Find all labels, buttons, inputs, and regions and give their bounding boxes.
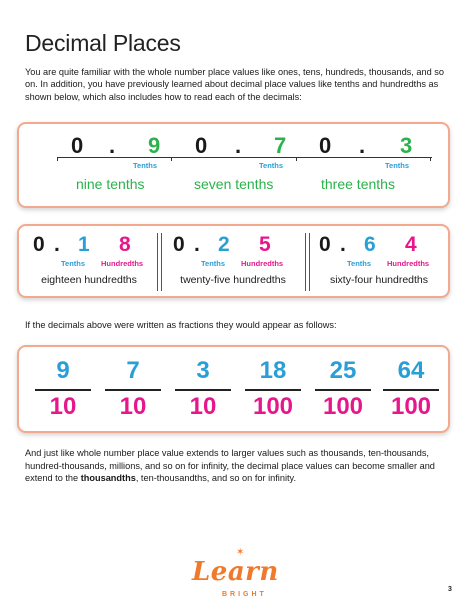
fraction xyxy=(383,357,439,421)
reading-text: nine tenths xyxy=(76,176,145,192)
fraction xyxy=(35,357,91,421)
logo-subtitle: BRIGHT xyxy=(222,591,267,598)
learn-bright-logo xyxy=(192,547,287,603)
fraction xyxy=(315,357,371,421)
decimal-point: . xyxy=(359,133,366,158)
numerator: 7 xyxy=(126,357,140,384)
fractions-box xyxy=(17,345,450,433)
fraction-bar xyxy=(245,389,301,391)
reading-text: seven tenths xyxy=(194,176,274,192)
tick xyxy=(296,157,297,161)
tenths-example-box xyxy=(17,122,450,208)
reading-text: sixty-four hundredths xyxy=(329,274,429,286)
digit: 0 xyxy=(71,133,84,158)
hundredths-label: Hundredths xyxy=(101,259,144,268)
hundredths-label: Hundredths xyxy=(387,259,430,268)
divider xyxy=(157,233,158,291)
tenths-label: Tenths xyxy=(347,259,372,268)
numerator: 25 xyxy=(329,357,357,384)
tenths-label: Tenths xyxy=(201,259,226,268)
tenths-label: Tenths xyxy=(61,259,86,268)
tenths-digit: 1 xyxy=(78,233,90,256)
logo-word: Learn xyxy=(192,557,279,587)
reading-text: three tenths xyxy=(321,176,395,192)
decimal-point: . xyxy=(340,233,346,256)
fraction xyxy=(245,357,301,421)
tick xyxy=(430,157,431,161)
denominator: 10 xyxy=(49,393,77,420)
outro-text: , ten-thousandths, and so on for infinity. xyxy=(135,473,297,484)
digit: 0 xyxy=(173,233,185,256)
tenths-label: Tenths xyxy=(133,161,158,170)
numerator: 18 xyxy=(259,357,287,384)
fraction-bar xyxy=(383,389,439,391)
tenths-digit: 6 xyxy=(364,233,376,256)
hundredths-label: Hundredths xyxy=(241,259,284,268)
digit: 3 xyxy=(400,133,413,158)
hundredths-digit: 5 xyxy=(259,233,271,256)
numerator: 64 xyxy=(397,357,425,384)
hundredths-digit: 4 xyxy=(405,233,417,256)
page-number: 3 xyxy=(448,586,452,593)
denominator: 100 xyxy=(322,393,364,420)
outro-text: And just like whole number place value extends to larger values such as thousands, ten-thousands, hundred-thousands, millions, and so on for infinity, the decimal place values can become smaller and extend to the xyxy=(25,448,435,484)
digit: 0 xyxy=(33,233,45,256)
decimal-point: . xyxy=(235,133,242,158)
tenths-digits xyxy=(71,133,421,159)
divider xyxy=(161,233,162,291)
digit: 0 xyxy=(319,233,331,256)
reading-text: twenty-five hundredths xyxy=(180,274,286,286)
fraction-bar xyxy=(175,389,231,391)
fraction-bar xyxy=(315,389,371,391)
tenths-label: Tenths xyxy=(385,161,410,170)
denominator: 10 xyxy=(189,393,217,420)
outro-bold-term: thousandths xyxy=(80,473,136,484)
decimal-point: . xyxy=(54,233,60,256)
denominator: 10 xyxy=(119,393,147,420)
outro-paragraph xyxy=(25,447,451,485)
decimal-point: . xyxy=(109,133,116,158)
fractions-intro: If the decimals above were written as fractions they would appear as follows: xyxy=(25,320,337,330)
denominator: 100 xyxy=(390,393,432,420)
tick xyxy=(171,157,172,161)
hundredths-example-box xyxy=(17,224,450,298)
digit: 0 xyxy=(195,133,208,158)
decimal-point: . xyxy=(194,233,200,256)
tenths-digit: 2 xyxy=(218,233,230,256)
tenths-label: Tenths xyxy=(259,161,284,170)
reading-text: eighteen hundredths xyxy=(41,274,137,286)
numerator: 9 xyxy=(56,357,70,384)
fraction-bar xyxy=(105,389,161,391)
fraction xyxy=(175,357,231,421)
denominator: 100 xyxy=(252,393,294,420)
hundredths-digit: 8 xyxy=(119,233,131,256)
intro-paragraph: You are quite familiar with the whole number place values like ones, tens, hundreds, thousands, and so on. In addition, you have previously learned about decimal place values like tenths and hundredths as shown below, which also includes how to read each of the decimals: xyxy=(25,67,444,102)
spark-icon: ✶ xyxy=(236,547,245,558)
fraction xyxy=(105,357,161,421)
fraction-bar xyxy=(35,389,91,391)
digit: 9 xyxy=(148,133,161,158)
numerator: 3 xyxy=(196,357,210,384)
digit: 7 xyxy=(274,133,287,158)
digit: 0 xyxy=(319,133,332,158)
divider xyxy=(305,233,306,291)
page-title: Decimal Places xyxy=(25,30,181,56)
tick xyxy=(57,157,58,161)
place-value-line xyxy=(57,157,432,158)
